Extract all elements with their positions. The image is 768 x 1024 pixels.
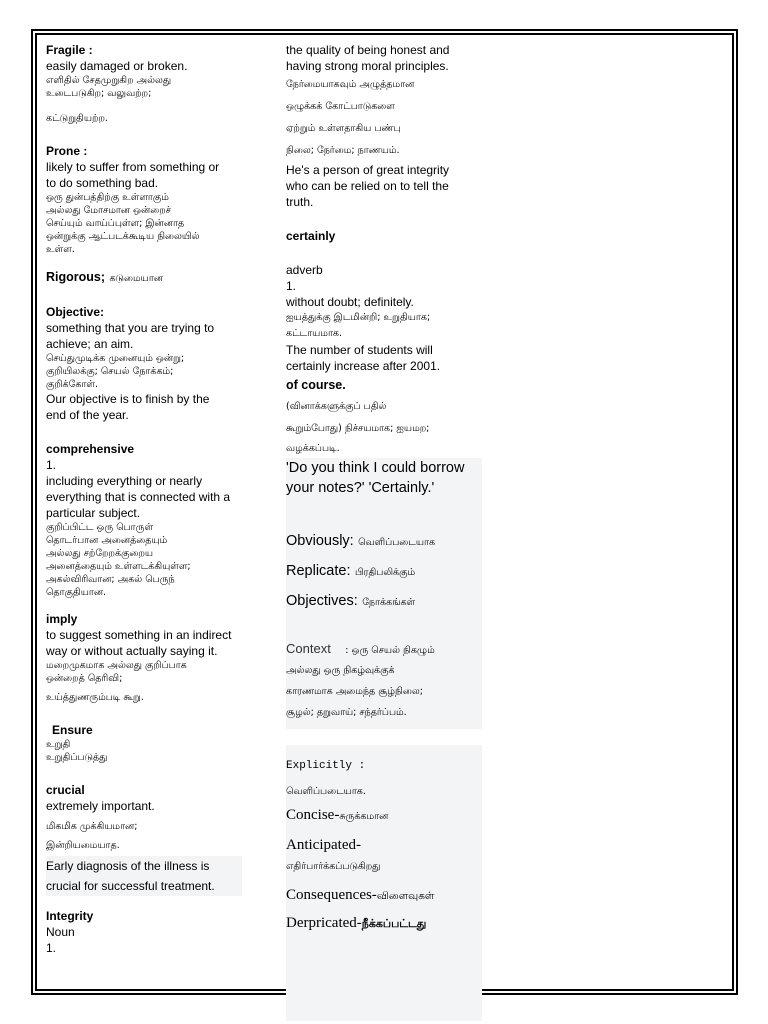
tamil-meaning: ஏற்றும் உள்ளதாகிய பண்பு [286,123,401,134]
entry-prone [46,143,244,256]
tamil-meaning: ஒரு துன்பத்திற்கு உள்ளாகும் [46,192,169,203]
term-explicitly: Explicitly : [286,760,366,772]
tamil-meaning: சுருக்கமான [339,811,389,822]
term-crucial: crucial [46,783,85,797]
tamil-meaning: கடுமையான [109,273,163,284]
entry-ensure [46,722,244,764]
tamil-meaning: தொகுதியான. [46,587,107,598]
vocabulary-box [286,458,482,729]
tamil-meaning: நோக்கங்கள் [362,597,416,608]
example-box [46,856,242,896]
entry-consequences [286,884,482,906]
term-context: Context [286,641,331,656]
tamil-meaning: ஐயத்துக்கு இடமின்றி; உறுதியாக; [286,312,431,323]
tamil-meaning: நேர்மையாகவும் அழுத்தமான [286,79,415,90]
definition: without doubt; definitely. [286,295,414,309]
entry-crucial [46,782,244,896]
tamil-meaning: செய்யும் வாய்ப்புள்ள; இன்னாத [46,218,185,229]
sense-number: 1. [46,941,57,955]
term-imply: imply [46,612,78,626]
tamil-meaning: மிகமிக முக்கியமான; [46,821,138,832]
term-integrity: Integrity [46,909,94,923]
sense-number: 1. [46,458,57,472]
example-sentence: your notes?' 'Certainly.' [286,480,435,496]
tamil-meaning: வெளிப்படையாக. [286,786,366,797]
tamil-meaning: கட்டுறுதியற்ற. [46,113,108,124]
example-sentence: He's a person of great integrity [286,163,450,177]
definition: something that you are trying to [46,321,215,335]
tamil-meaning: குறிப்பிட்ட ஒரு பொருள் [46,522,154,533]
definition: extremely important. [46,799,155,813]
entry-deprecated [286,912,482,934]
term-objective: Objective: [46,305,105,319]
entry-obviously [286,530,482,552]
example-sentence: crucial for successful treatment. [46,879,215,893]
entry-fragile [46,42,244,125]
term-concise: Concise- [286,807,340,823]
example-sentence: end of the year. [46,408,129,422]
definition: including everything or nearly [46,474,203,488]
definition: having strong moral principles. [286,59,449,73]
entry-certainly [286,228,482,374]
term-comprehensive: comprehensive [46,442,135,456]
tamil-meaning: ஒழுக்கக் கோட்பாடுகளை [286,101,395,112]
tamil-meaning: : ஒரு செயல் நிகழும் [345,645,435,656]
definition: way or without actually saying it. [46,644,218,658]
entry-context [286,638,482,723]
definition: particular subject. [46,506,141,520]
entry-integrity [46,908,244,956]
tamil-meaning: உறுதிப்படுத்து [46,752,108,763]
entry-rigorous [46,268,244,286]
term-replicate: Replicate: [286,563,351,579]
tamil-meaning: கூறும்போது) நிச்சயமாக; ஐயமற; [286,423,430,434]
entry-imply [46,611,244,704]
tamil-meaning: உள்ள. [46,244,75,255]
tamil-meaning: சூழல்; தறுவாய்; சந்தர்ப்பம். [286,707,407,718]
term-objectives: Objectives: [286,593,358,609]
sense-number: 1. [286,279,297,293]
tamil-meaning: கட்டாயமாக. [286,328,343,339]
tamil-meaning: காரணமாக அமைந்த சூழ்நிலை; [286,686,423,697]
part-of-speech: Noun [46,925,75,939]
entry-comprehensive [46,441,244,599]
entry-integrity-continued [286,42,482,210]
tamil-meaning: வெளிப்படையாக [358,537,436,548]
entry-of-course [286,374,482,458]
term-fragile: Fragile : [46,43,93,57]
tamil-meaning: அல்லது சற்றேறக்குறைய [46,548,154,559]
term-ensure: Ensure [52,723,93,737]
definition: to suggest something in an indirect [46,628,232,642]
definition: likely to suffer from something or [46,160,220,174]
example-sentence: 'Do you think I could borrow [286,460,465,476]
term-certainly: certainly [286,229,336,243]
tamil-meaning: தொடர்பான அனைத்தையும் [46,535,168,546]
tamil-meaning: எதிர்பார்க்கப்படுகிறது [286,861,381,872]
tamil-meaning: நிலை; நேர்மை; நாணயம். [286,145,400,156]
term-deprecated: Derpricated- [286,915,362,931]
example-sentence: truth. [286,195,314,209]
entry-objective [46,304,244,423]
tamil-meaning: உடைபடுகிற; வலுவற்ற; [46,88,152,99]
example-sentence: Our objective is to finish by the [46,392,210,406]
tamil-meaning: உறுதி [46,739,71,750]
definition: easily damaged or broken. [46,59,188,73]
tamil-meaning: அல்லது மோசமான ஒன்றைச் [46,205,171,216]
term-prone: Prone : [46,144,88,158]
term-of-course: of course. [286,378,346,392]
right-column [286,42,482,1021]
tamil-meaning: அல்லது ஒரு நிகழ்வுக்குக் [286,665,395,676]
tamil-meaning: அகல்விரிவான; அகல் பெருந் [46,574,175,585]
term-rigorous: Rigorous; [46,270,106,284]
tamil-meaning: அனைத்தையும் உள்ளடக்கியுள்ள; [46,561,191,572]
tamil-meaning: இன்றியமையாத. [46,840,120,851]
tamil-meaning: குறிக்கோள். [46,379,99,390]
term-anticipated: Anticipated- [286,837,361,853]
tamil-meaning: பிரதிபலிக்கும் [354,567,416,578]
tamil-meaning: விளைவுகள் [376,890,435,902]
entry-concise [286,804,482,826]
vocabulary-box-2 [286,745,482,1021]
tamil-meaning: வழக்கப்படி. [286,443,340,454]
example-sentence: certainly increase after 2001. [286,359,441,373]
definition: the quality of being honest and [286,43,450,57]
part-of-speech: adverb [286,263,323,277]
tamil-meaning: குறியிலக்கு; செயல் நோக்கம்; [46,366,174,377]
tamil-meaning: எளிதில் சேதமுறுகிற அல்லது [46,75,172,86]
tamil-meaning: (வினாக்களுக்குப் பதில் [286,401,387,412]
tamil-meaning: ஒன்றைத் தெரிவி; [46,673,123,684]
definition: everything that is connected with a [46,490,231,504]
term-consequences: Consequences- [286,887,377,903]
left-column [46,42,244,956]
tamil-meaning: செய்துமுடிக்க முனையும் ஒன்று; [46,353,185,364]
term-obviously: Obviously: [286,533,354,549]
tamil-meaning: மறைமுகமாக அல்லது குறிப்பாக [46,660,187,671]
tamil-meaning: நீக்கப்பட்டது [361,917,427,930]
example-sentence: Early diagnosis of the illness is [46,859,210,873]
entry-objectives [286,590,482,612]
tamil-meaning: ஒன்றுக்கு ஆட்படக்கூடிய நிலையில் [46,231,200,242]
example-sentence: The number of students will [286,343,433,357]
tamil-meaning: உய்த்துணரும்படி கூறு. [46,692,144,703]
definition: achieve; an aim. [46,337,134,351]
example-sentence: who can be relied on to tell the [286,179,449,193]
definition: to do something bad. [46,176,159,190]
entry-replicate [286,560,482,582]
